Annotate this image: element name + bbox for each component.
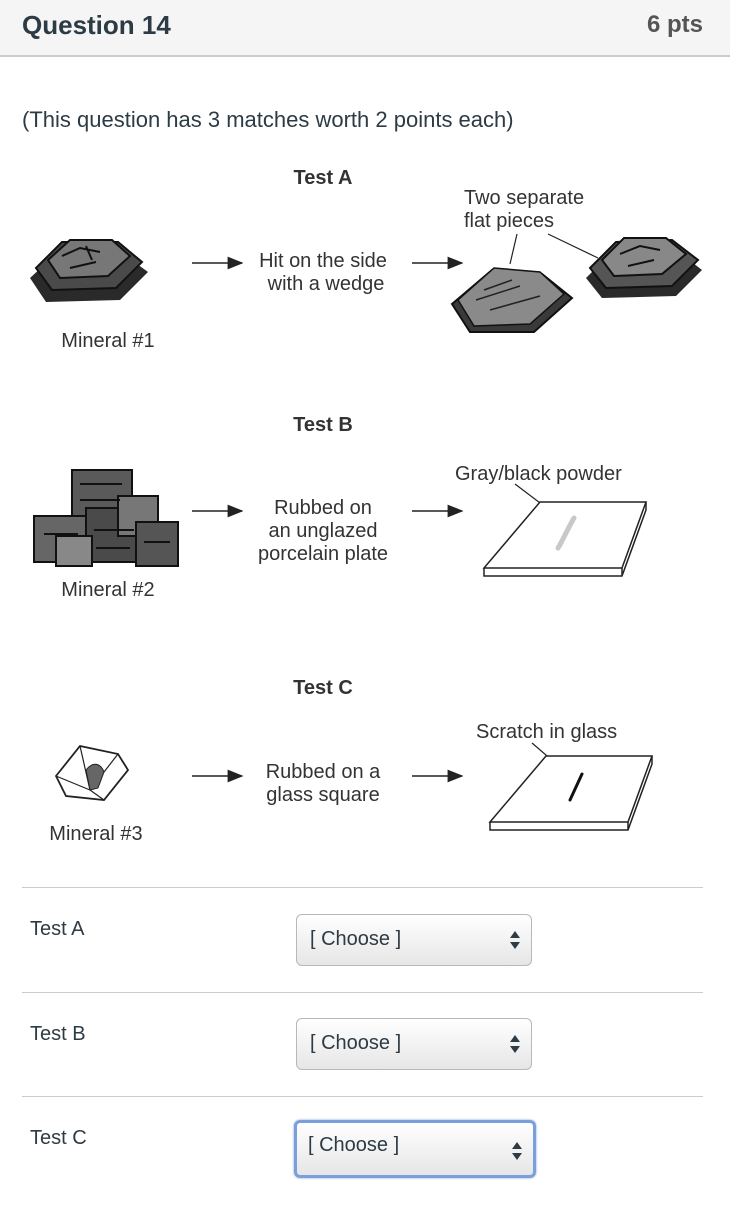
test-c-action-line2: glass square — [266, 784, 380, 806]
test-c-action-line1: Rubbed on a — [265, 761, 381, 783]
test-a-action-line1: Hit on the side — [259, 250, 387, 272]
test-b-title: Test B — [293, 414, 353, 436]
test-a-action-line2: with a wedge — [267, 273, 385, 295]
question-header — [0, 0, 730, 57]
test-b-answer-select[interactable] — [296, 1018, 532, 1070]
test-a-select-value: [ Choose ] — [310, 928, 402, 950]
match-label-test-b: Test B — [30, 1023, 86, 1045]
test-b-select-value: [ Choose ] — [310, 1032, 402, 1054]
match-label-test-c: Test C — [30, 1127, 87, 1149]
question-title: Question 14 — [22, 10, 171, 40]
select-arrows-icon — [509, 1033, 521, 1055]
test-b-action-line2: an unglazed — [268, 520, 378, 542]
flat-piece-upper-illustration — [586, 238, 702, 298]
match-row-test-a — [22, 887, 703, 992]
mineral-3-label: Mineral #3 — [49, 823, 143, 845]
mineral-tests-figure — [0, 150, 730, 870]
test-a-pointer-1 — [510, 234, 517, 264]
test-a-pointer-2 — [548, 234, 598, 258]
test-b-result: Gray/black powder — [455, 463, 622, 485]
test-c-result: Scratch in glass — [476, 721, 618, 743]
match-label-test-a: Test A — [30, 918, 85, 940]
flat-piece-lower-illustration — [452, 268, 572, 332]
test-a-answer-select[interactable] — [296, 914, 532, 966]
test-c-title: Test C — [293, 677, 353, 699]
glass-square-illustration — [490, 756, 652, 830]
test-a-result-line1: Two separate — [464, 187, 585, 209]
mineral-1-label: Mineral #1 — [61, 330, 155, 352]
mineral-3-illustration — [56, 746, 128, 800]
match-row-test-b — [22, 992, 703, 1097]
test-c-select-value: [ Choose ] — [308, 1134, 400, 1156]
test-c-answer-select[interactable] — [294, 1120, 536, 1178]
match-row-test-c — [22, 1096, 703, 1207]
question-intro: (This question has 3 matches worth 2 points each) — [22, 107, 514, 132]
test-b-action-line1: Rubbed on — [274, 497, 372, 519]
mineral-2-illustration — [34, 470, 178, 566]
test-a-title: Test A — [293, 167, 353, 189]
select-arrows-icon — [509, 929, 521, 951]
question-points: 6 pts — [646, 11, 703, 38]
porcelain-plate-illustration — [484, 502, 646, 576]
test-b-action-line3: porcelain plate — [257, 543, 389, 565]
test-a-result-line2: flat pieces — [464, 210, 555, 232]
select-arrows-icon — [511, 1140, 523, 1162]
mineral-1-illustration — [30, 240, 148, 302]
mineral-2-label: Mineral #2 — [61, 579, 155, 601]
